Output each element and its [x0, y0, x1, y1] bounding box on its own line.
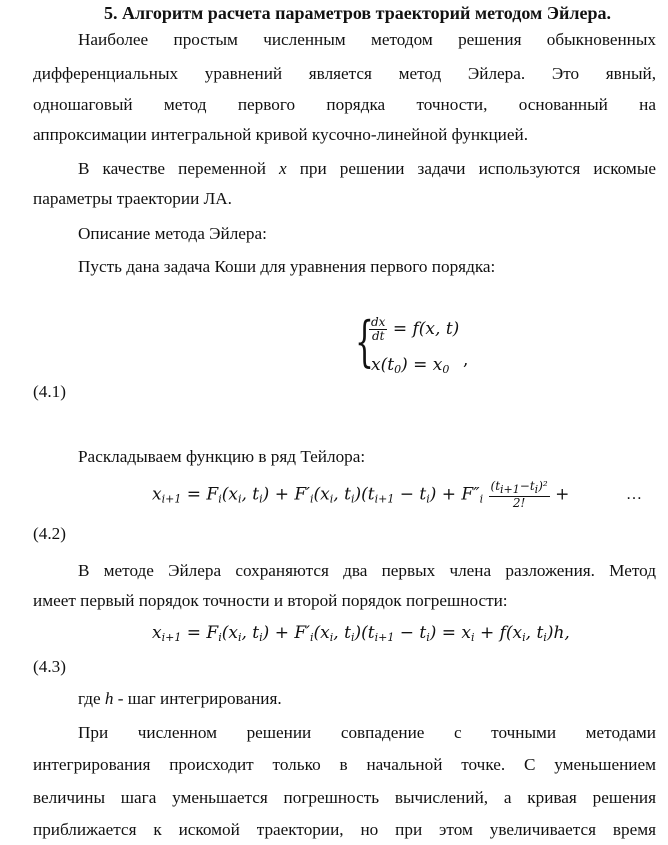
paragraph-1-line-4: аппроксимации интегральной кривой кусочно-линейной функцией. — [33, 125, 528, 144]
equation-4-1 — [355, 312, 485, 384]
p2-variable-x: x — [278, 159, 287, 178]
paragraph-8-line-2: интегрирования происходит только в начальной точке. С уменьшением — [33, 755, 656, 774]
paragraph-5: Раскладываем функцию в ряд Тейлора: — [78, 447, 366, 466]
p7-text-a: где — [78, 689, 105, 708]
paragraph-1-line-2: дифференциальных уравнений является метод Эйлера. Это явный, — [33, 64, 656, 83]
paragraph-8-line-4: приближается к искомой траектории, но при этом увеличивается время — [33, 820, 656, 839]
eq-4-1-line-2: $x(t_0) = x_0$ — [371, 355, 450, 376]
paragraph-7 — [78, 688, 656, 710]
paragraph-4: Пусть дана задача Коши для уравнения первого порядка: — [78, 257, 496, 276]
eq-4-1-comma: , — [463, 350, 469, 370]
equation-4-2-ellipsis: … — [626, 486, 642, 503]
section-number: 5. — [104, 3, 118, 23]
paragraph-2-line-1 — [78, 158, 656, 180]
equation-4-3: $x_{i+1} = F_i(x_i$, $t_i) + F'_i(x_i$, $t_i)(t_{i+1} - t_i) = x_i + f(x_i$, $t_i)h$, — [152, 623, 570, 644]
paragraph-1-line-3: одношаговый метод первого порядка точности, основанный на — [33, 95, 656, 114]
paragraph-2-line-2: параметры траектории ЛА. — [33, 189, 232, 208]
paragraph-6-line-2: имеет первый порядок точности и второй порядок погрешности: — [33, 591, 508, 610]
equation-number-4-2: (4.2) — [33, 524, 66, 543]
equation-number-4-1: (4.1) — [33, 382, 66, 401]
p7-variable-h: h — [104, 689, 114, 708]
equation-4-2: $x_{i+1} = F_i(x_i$, $t_i) + F'_i(x_i$, $t_i)(t_{i+1} - t_i) + F''_i$ $\frac{(t_{i+1}-t_i)^2}{2!}$ + — [152, 479, 570, 510]
paragraph-8-line-3: величины шага уменьшается погрешность вычислений, а кривая решения — [33, 788, 656, 807]
eq-4-1-line-1: $\frac{dx}{dt}$ = f(x, t) — [371, 315, 460, 343]
p2-text-a: В качестве переменной — [78, 159, 279, 178]
paragraph-1-line-1: Наиболее простым численным методом решения обыкновенных — [78, 30, 656, 49]
p2-text-b: при решении задачи используются искомые — [286, 159, 656, 178]
equation-number-4-3: (4.3) — [33, 657, 66, 676]
paragraph-3: Описание метода Эйлера: — [78, 224, 267, 243]
brace: { — [355, 310, 374, 373]
paragraph-8-line-1: При численном решении совпадение с точными методами — [78, 723, 656, 742]
p7-text-b: - шаг интегрирования. — [113, 689, 282, 708]
section-title: Алгоритм расчета параметров траекторий методом Эйлера. — [122, 3, 611, 23]
paragraph-6-line-1: В методе Эйлера сохраняются два первых члена разложения. Метод — [78, 561, 656, 580]
section-heading — [104, 3, 611, 24]
